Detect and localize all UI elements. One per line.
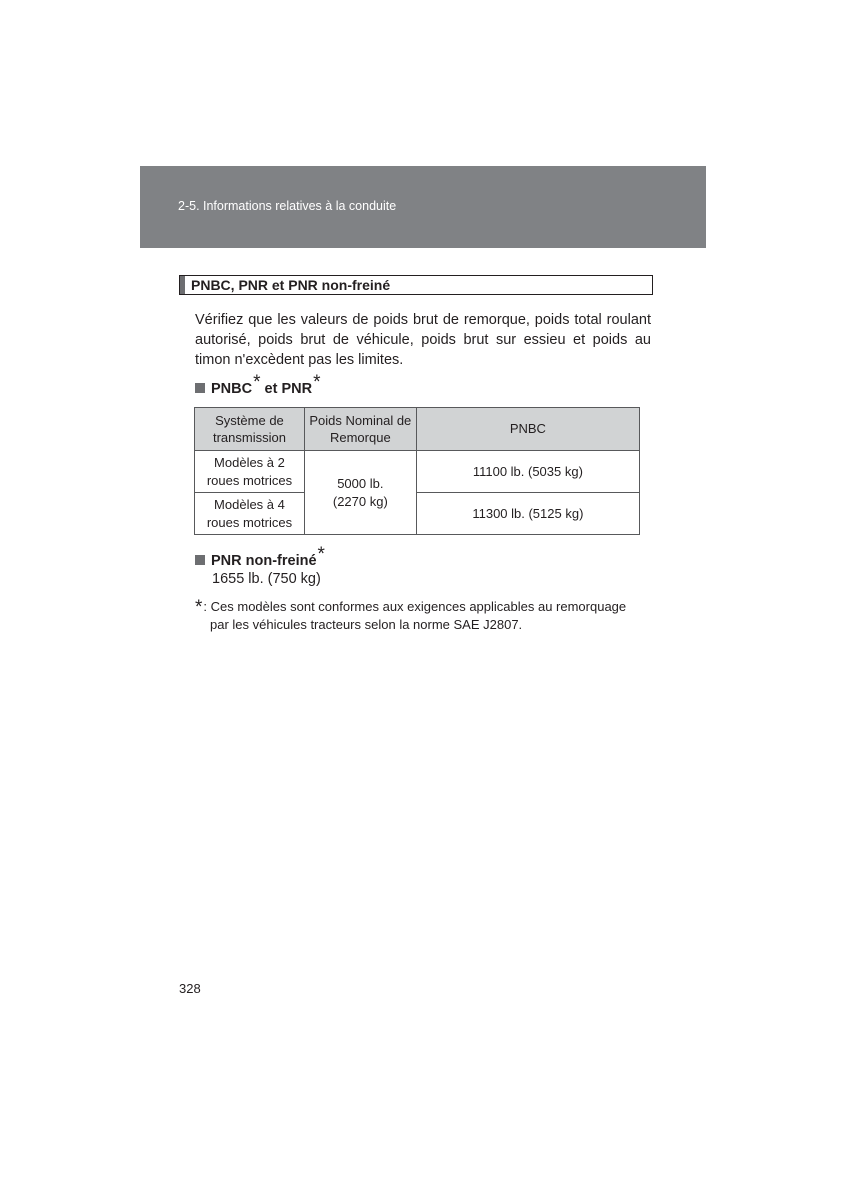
- subheading-pnr-label: et PNR: [260, 381, 313, 397]
- header-trailer-weight: Poids Nominal de Remorque: [304, 408, 416, 451]
- header-pnbc: PNBC: [416, 408, 639, 451]
- chapter-title: 2-5. Informations relatives à la conduite: [178, 199, 397, 213]
- footnote-marker: *: [195, 597, 203, 618]
- subheading-pnbc-pnr: [195, 372, 321, 399]
- footnote-star-mark: *: [313, 372, 321, 393]
- pnr-unbraked-value: 1655 lb. (750 kg): [212, 571, 321, 587]
- footnote-text-2: par les véhicules tracteurs selon la norme SAE J2807.: [210, 617, 523, 632]
- cell-pnbc-4wd: 11300 lb. (5125 kg): [416, 493, 639, 535]
- footnote: [195, 597, 651, 634]
- chapter-header: [140, 166, 706, 248]
- subheading-pnr-unbraked: [195, 544, 325, 571]
- footnote-star-mark: *: [253, 372, 261, 393]
- bullet-square-icon: [195, 555, 205, 565]
- section-heading-box: [179, 275, 653, 295]
- table-row: [195, 493, 640, 535]
- intro-paragraph: Vérifiez que les valeurs de poids brut de remorque, poids total roulant autorisé, poids brut de véhicule, poids brut sur essieu et poids au timon n'excèdent pas les limites.: [195, 312, 651, 368]
- header-transmission: Système de transmission: [195, 408, 305, 451]
- cell-transmission-4wd: Modèles à 4 roues motrices: [195, 493, 305, 535]
- weight-spec-table: [194, 407, 640, 535]
- subheading-pnbc-label: PNBC: [211, 381, 253, 397]
- table-row: [195, 451, 640, 493]
- section-heading-bar: [180, 276, 185, 294]
- footnote-star-mark: *: [317, 544, 325, 565]
- subheading-pnr-unbraked-label: PNR non-freiné: [211, 553, 317, 569]
- footnote-line-1: [195, 597, 651, 616]
- cell-transmission-2wd: Modèles à 2 roues motrices: [195, 451, 305, 493]
- trailer-weight-lb: 5000 lb.: [337, 476, 384, 491]
- page-number: 328: [179, 981, 201, 996]
- section-title: PNBC, PNR et PNR non-freiné: [191, 277, 391, 293]
- trailer-weight-kg: (2270 kg): [332, 493, 388, 509]
- bullet-square-icon: [195, 383, 205, 393]
- cell-pnbc-2wd: 11100 lb. (5035 kg): [416, 451, 639, 493]
- footnote-text-1: : Ces modèles sont conformes aux exigences applicables au remorquage: [203, 599, 627, 614]
- table-header-row: [195, 408, 640, 451]
- cell-trailer-weight: [304, 451, 416, 535]
